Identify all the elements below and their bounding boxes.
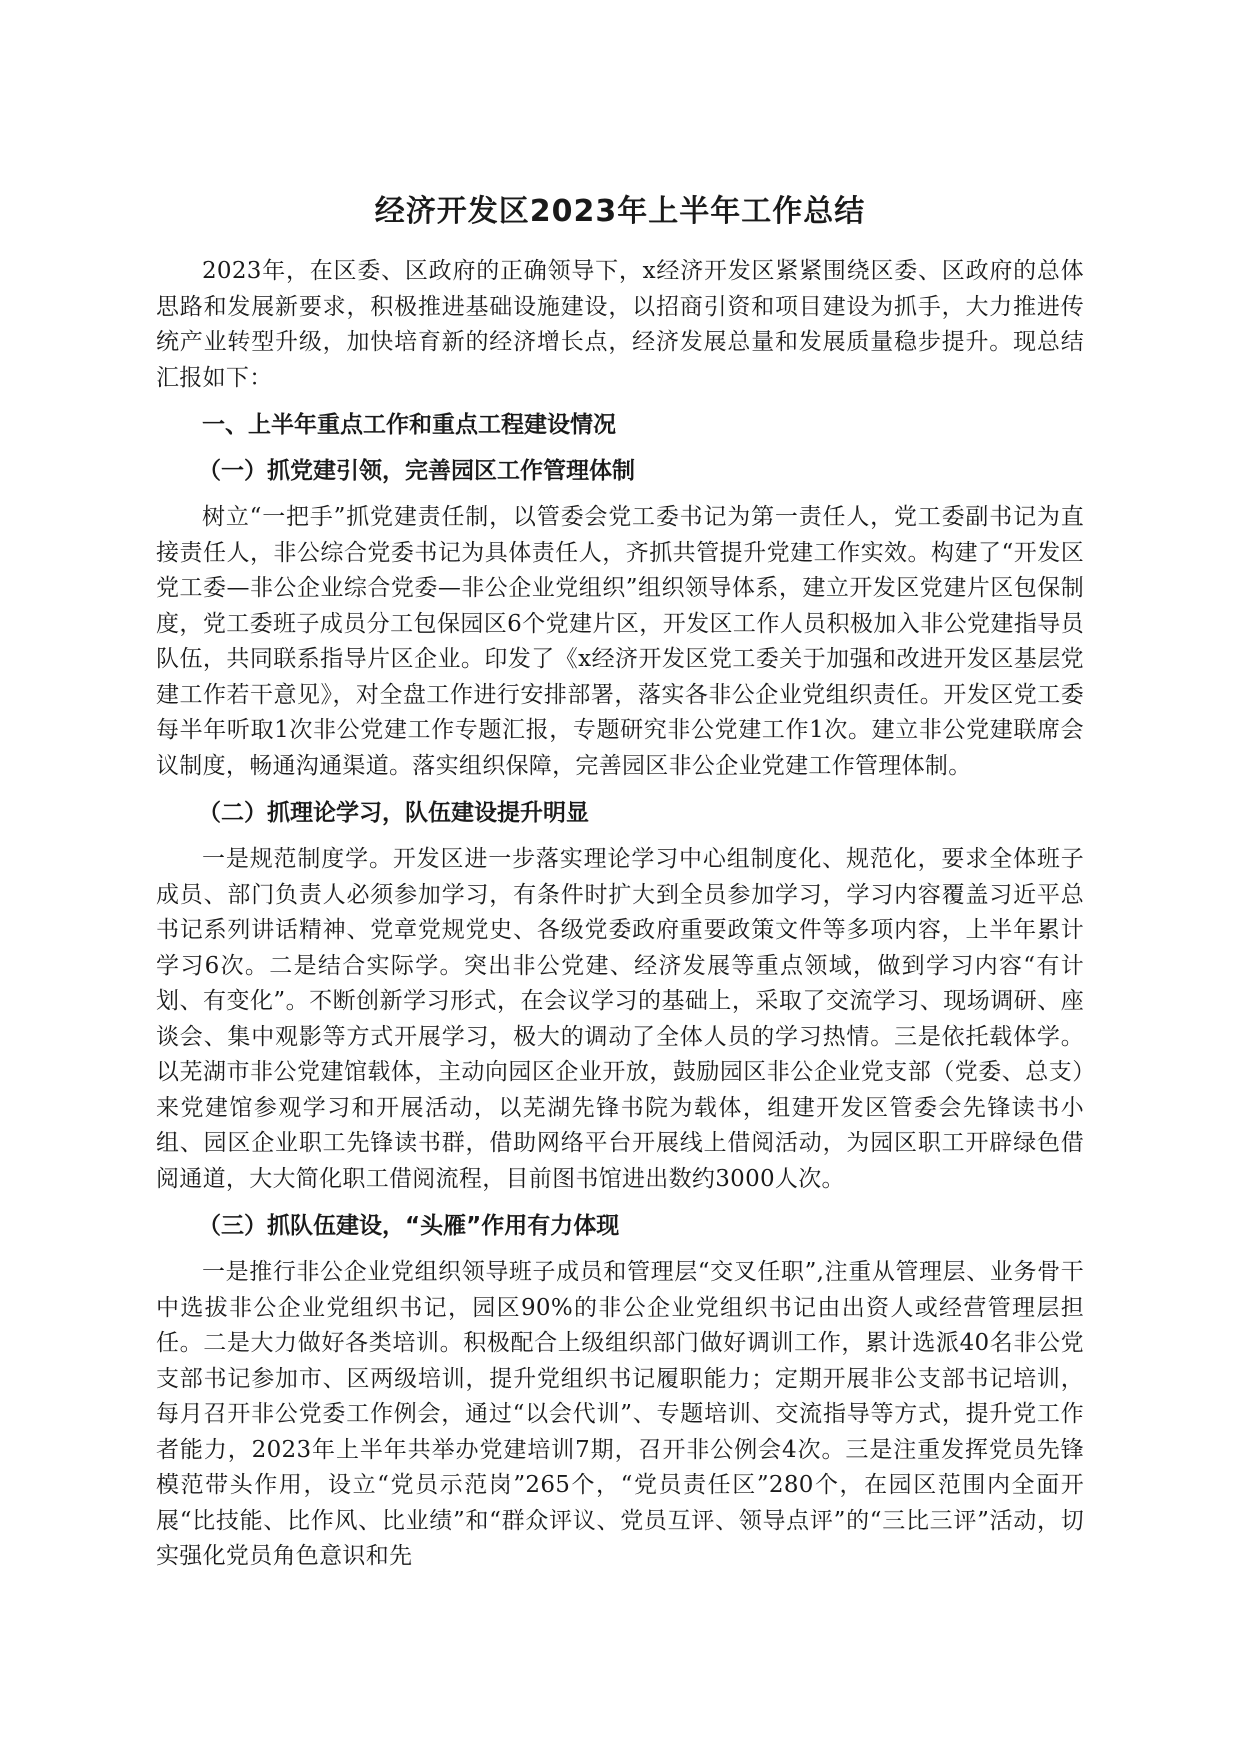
subsection-heading-2: （二）抓理论学习，队伍建设提升明显 [198, 800, 589, 826]
subsection-body-3: 一是推行非公企业党组织领导班子成员和管理层“交叉任职”,注重从管理层、业务骨干中选拔非公企业党组织书记，园区90%的非公企业党组织书记由出资人或经营管理层担任。二是大力做好各类培训。积极配合上级组织部门做好调训工作，累计选派40名非公党支部书记参加市、区两级培训，提升党组织书记履职能力；定期开展非公支部书记培训，每月召开非公党委工作例会，通过“以会代训”、专题培训、交流指导等方式，提升党工作者能力，2023年上半年共举办党建培训7期，召开非公例会4次。三是注重发挥党员先锋模范带头作用，设立“党员示范岗”265个，“党员责任区”280个，在园区范围内全面开展“比技能、比作风、比业绩”和“群众评议、党员互评、领导点评”的“三比三评”活动，切实强化党员角色意识和先 [156, 1259, 1084, 1569]
subsection-body-1: 树立“一把手”抓党建责任制，以管委会党工委书记为第一责任人，党工委副书记为直接责任人，非公综合党委书记为具体责任人，齐抓共管提升党建工作实效。构建了“开发区党工委—非公企业综合党委—非公企业党组织”组织领导体系，建立开发区党建片区包保制度，党工委班子成员分工包保园区6个党建片区，开发区工作人员积极加入非公党建指导员队伍，共同联系指导片区企业。印发了《x经济开发区党工委关于加强和改进开发区基层党建工作若干意见》，对全盘工作进行安排部署，落实各非公企业党组织责任。开发区党工委每半年听取1次非公党建工作专题汇报，专题研究非公党建工作1次。建立非公党建联席会议制度，畅通沟通渠道。落实组织保障，完善园区非公企业党建工作管理体制。 [156, 504, 1084, 779]
subsection-body-2: 一是规范制度学。开发区进一步落实理论学习中心组制度化、规范化，要求全体班子成员、部门负责人必须参加学习，有条件时扩大到全员参加学习，学习内容覆盖习近平总书记系列讲话精神、党章党规党史、各级党委政府重要政策文件等多项内容，上半年累计学习6次。二是结合实际学。突出非公党建、经济发展等重点领域，做到学习内容“有计划、有变化”。不断创新学习形式，在会议学习的基础上，采取了交流学习、现场调研、座谈会、集中观影等方式开展学习，极大的调动了全体人员的学习热情。三是依托载体学。以芜湖市非公党建馆载体，主动向园区企业开放，鼓励园区非公企业党支部（党委、总支）来党建馆参观学习和开展活动，以芜湖先锋书院为载体，组建开发区管委会先锋读书小组、园区企业职工先锋读书群，借助网络平台开展线上借阅活动，为园区职工开辟绿色借阅通道，大大简化职工借阅流程，目前图书馆进出数约3000人次。 [156, 846, 1084, 1192]
document-title: 经济开发区2023年上半年工作总结 [374, 194, 866, 229]
document-page [156, 190, 1084, 1575]
subsection-heading-1: （一）抓党建引领，完善园区工作管理体制 [198, 458, 635, 484]
subsection-heading-3: （三）抓队伍建设，“头雁”作用有力体现 [198, 1213, 620, 1239]
intro-paragraph: 2023年，在区委、区政府的正确领导下，x经济开发区紧紧围绕区委、区政府的总体思路和发展新要求，积极推进基础设施建设，以招商引资和项目建设为抓手，大力推进传统产业转型升级，加快培育新的经济增长点，经济发展总量和发展质量稳步提升。现总结汇报如下： [156, 258, 1084, 391]
section-heading-1: 一、上半年重点工作和重点工程建设情况 [202, 412, 616, 438]
